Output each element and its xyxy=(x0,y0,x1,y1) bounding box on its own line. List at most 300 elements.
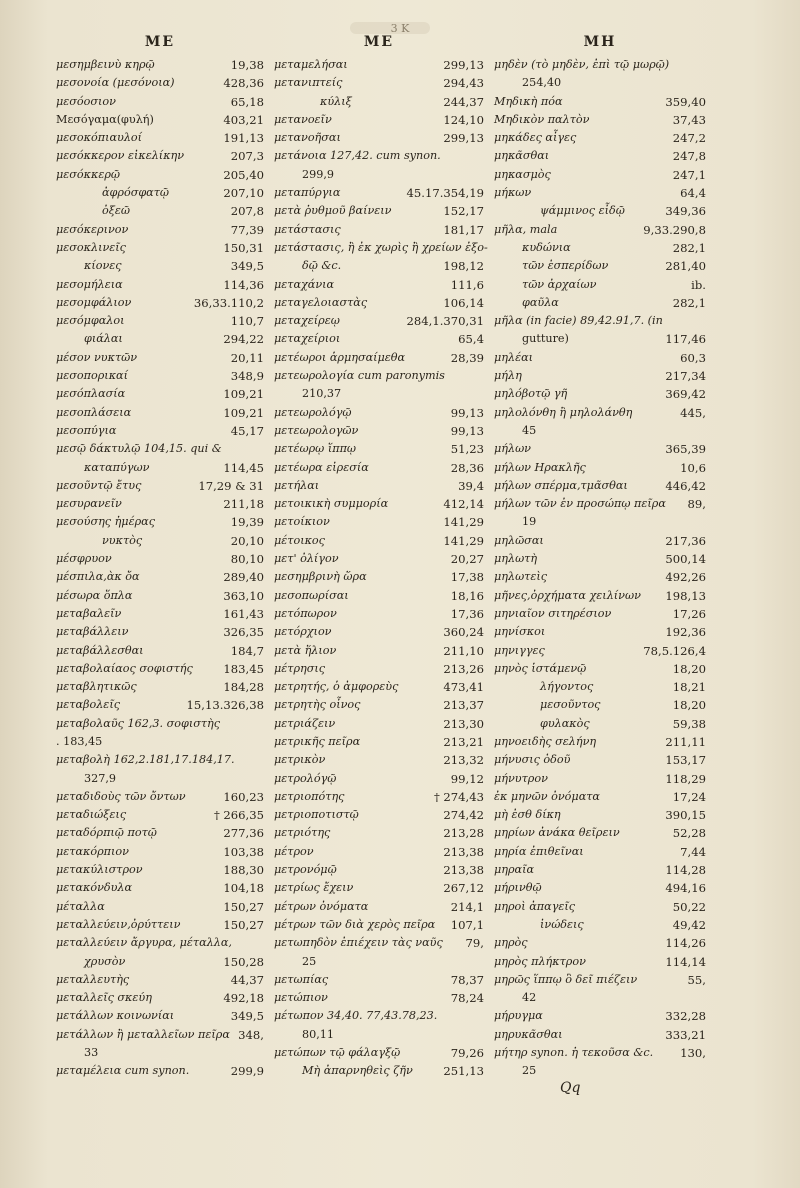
entry-term: μεταβολὴ 162,2.181,17.184,17. xyxy=(56,753,235,767)
entry-reference: 78,24 xyxy=(450,991,484,1006)
entry-term: μεσομφάλιον xyxy=(56,295,132,309)
entry-term: μηρῶς ἵππῳ ὃ δεῖ πιέζειν xyxy=(494,972,638,986)
index-entry xyxy=(56,587,264,605)
entry-reference: 207,10 xyxy=(223,186,264,201)
index-entry xyxy=(494,788,706,806)
entry-reference: 211,11 xyxy=(665,734,706,749)
index-entry xyxy=(56,184,264,202)
index-entry xyxy=(274,74,484,92)
index-entry xyxy=(494,770,706,788)
entry-reference: 428,36 xyxy=(223,76,264,91)
entry-term: 80,11 xyxy=(302,1027,335,1041)
entry-reference: 282,1 xyxy=(672,295,706,310)
entry-term: κυδώνια xyxy=(522,240,571,254)
entry-term: μεσόκκερον εἰκελίκην xyxy=(56,149,185,163)
index-entry xyxy=(494,1062,706,1080)
entry-reference: 184,28 xyxy=(223,680,264,695)
entry-term: μεταβάλλειν xyxy=(56,625,129,639)
entry-reference: 205,40 xyxy=(223,167,264,182)
index-entry xyxy=(274,843,484,861)
entry-term: μεταγελοιαστὰς xyxy=(274,295,368,309)
entry-reference: 99,13 xyxy=(450,423,484,438)
index-entry xyxy=(274,678,484,696)
entry-reference: 114,26 xyxy=(665,936,706,951)
index-entry xyxy=(56,1026,264,1044)
index-entry xyxy=(494,532,706,550)
entry-term: νυκτὸς xyxy=(102,533,143,547)
entry-term: λήγοντος xyxy=(540,680,594,694)
entry-term: Μηδικὴ πόα xyxy=(494,94,563,108)
entry-term: μεταμελήσαι xyxy=(274,58,348,71)
index-entry xyxy=(494,184,706,202)
index-entry xyxy=(56,495,264,513)
index-entry xyxy=(274,330,484,348)
entry-reference: 59,38 xyxy=(672,716,706,731)
index-entry xyxy=(274,257,484,275)
index-entry xyxy=(274,1062,484,1080)
index-entry xyxy=(274,733,484,751)
index-entry xyxy=(274,367,484,385)
index-entry xyxy=(494,495,706,513)
index-entry xyxy=(494,330,706,348)
entry-term: μετρικὸν xyxy=(274,753,326,767)
entry-term: μηραῖα xyxy=(494,863,535,877)
index-entry xyxy=(274,513,484,531)
index-entry xyxy=(494,385,706,403)
entry-list xyxy=(494,56,706,1081)
index-entry xyxy=(56,202,264,220)
entry-term: μέτρων ὀνόματα xyxy=(274,899,369,913)
catchword: Qq xyxy=(560,1080,581,1096)
index-entry xyxy=(56,843,264,861)
entry-term: μεσῷ δάκτυλῷ 104,15. qui & xyxy=(56,442,222,456)
entry-reference: 64,4 xyxy=(680,186,706,201)
index-entry xyxy=(56,642,264,660)
entry-reference: 244,37 xyxy=(443,94,484,109)
entry-term: μεταδιδοὺς τῶν ὄντων xyxy=(56,789,186,803)
entry-reference: 150,31 xyxy=(223,240,264,255)
index-entry xyxy=(56,934,264,952)
entry-term: μεσοπύγια xyxy=(56,423,117,437)
entry-reference: 349,5 xyxy=(230,1009,264,1024)
entry-term: ἀφρόσφατῷ xyxy=(102,186,170,200)
entry-term: μεσοκόπιαυλοί xyxy=(56,131,143,145)
index-entry xyxy=(274,770,484,788)
index-entry xyxy=(274,568,484,586)
entry-term: μεσοκλινεῖς xyxy=(56,240,126,254)
entry-reference: 15,13.326,38 xyxy=(186,698,264,713)
entry-term: καταπύγων xyxy=(84,460,150,474)
entry-reference: 217,36 xyxy=(665,533,706,548)
entry-term: μετέωροι ἁρμησαίμεθα xyxy=(274,350,406,364)
entry-term: τῶν ἀρχαίων xyxy=(522,277,597,291)
entry-term: μήλων xyxy=(494,442,531,456)
index-entry xyxy=(494,202,706,220)
entry-reference: 247,1 xyxy=(672,167,706,182)
entry-term: Μὴ ἀπαρνηθεὶς ζῆν xyxy=(302,1064,413,1078)
entry-term: μετανιπτείς xyxy=(274,76,343,90)
entry-term: μεταπύργια xyxy=(274,186,341,200)
index-entry xyxy=(494,349,706,367)
index-entry xyxy=(56,733,264,751)
entry-reference: 494,16 xyxy=(665,881,706,896)
entry-term: μεσούσης ἡμέρας xyxy=(56,515,155,529)
index-entry xyxy=(274,898,484,916)
index-entry xyxy=(56,953,264,971)
index-entry xyxy=(494,623,706,641)
entry-reference: 106,14 xyxy=(443,295,484,310)
index-entry xyxy=(494,953,706,971)
entry-term: μηλωτὴ xyxy=(494,552,538,566)
entry-term: μεσοῦντος xyxy=(540,698,601,712)
index-entry xyxy=(56,239,264,257)
entry-reference: 124,10 xyxy=(443,112,484,127)
index-entry xyxy=(494,257,706,275)
entry-reference: 17,24 xyxy=(672,789,706,804)
entry-term: μετανοεῖν xyxy=(274,112,332,126)
entry-reference: 359,40 xyxy=(665,94,706,109)
index-entry xyxy=(56,879,264,897)
entry-reference: 363,10 xyxy=(223,588,264,603)
index-entry xyxy=(494,1007,706,1025)
index-entry xyxy=(56,989,264,1007)
entry-term: μετόρχιον xyxy=(274,625,332,639)
entry-term: μέτρων τῶν διὰ χερὸς πεῖρα xyxy=(274,917,436,931)
entry-term: μετάλλων κοινωνίαι xyxy=(56,1009,175,1023)
entry-reference: 183,45 xyxy=(223,661,264,676)
entry-term: μετριοπότης xyxy=(274,789,345,803)
index-entry xyxy=(56,459,264,477)
entry-reference: 114,28 xyxy=(665,863,706,878)
index-entry xyxy=(56,806,264,824)
index-entry xyxy=(56,788,264,806)
entry-term: μετωπηδὸν ἐπιέχειν τὰς ναῦς xyxy=(274,936,443,950)
entry-term: μετὰ ῥυθμοῦ βαίνειν xyxy=(274,204,392,218)
index-entry xyxy=(494,989,706,1007)
entry-term: μέτρησις xyxy=(274,661,326,675)
index-entry xyxy=(56,367,264,385)
entry-term: μηλῶσαι xyxy=(494,533,544,547)
index-entry xyxy=(56,861,264,879)
entry-term: μεταχείρεῳ xyxy=(274,314,340,328)
entry-term: μεσημβρινὴ ὥρα xyxy=(274,570,367,584)
entry-term: μετρολόγῷ xyxy=(274,771,337,785)
entry-reference: 65,4 xyxy=(458,332,484,347)
index-entry xyxy=(274,166,484,184)
entry-term: μετάνοια 127,42. cum synon. xyxy=(274,149,441,163)
entry-reference: 109,21 xyxy=(223,405,264,420)
entry-term: μεταλλευτὴς xyxy=(56,972,130,986)
entry-reference: 207,3 xyxy=(230,149,264,164)
entry-reference: 141,29 xyxy=(443,533,484,548)
entry-term: δῷ &c. xyxy=(302,259,342,273)
index-entry xyxy=(56,971,264,989)
index-entry xyxy=(494,221,706,239)
index-entry xyxy=(494,74,706,92)
column-heading: ΜΗ xyxy=(583,34,617,50)
entry-reference: 18,21 xyxy=(672,680,706,695)
entry-term: μεσόκερινον xyxy=(56,222,129,236)
entry-reference: 500,14 xyxy=(665,552,706,567)
index-entry xyxy=(274,239,488,257)
index-entry xyxy=(56,696,264,714)
entry-reference: 277,36 xyxy=(223,826,264,841)
entry-reference: 188,30 xyxy=(223,863,264,878)
entry-term: μετρητὴς οἶνος xyxy=(274,698,361,712)
entry-term: 45 xyxy=(522,423,537,437)
entry-reference: 247,8 xyxy=(672,149,706,164)
index-entry xyxy=(56,1044,264,1062)
index-entry xyxy=(494,587,706,605)
entry-reference: 251,13 xyxy=(443,1064,484,1079)
entry-reference: 213,38 xyxy=(443,844,484,859)
index-entry xyxy=(274,806,484,824)
entry-term: Μηδικὸν παλτὸν xyxy=(494,112,590,126)
entry-term: ἐκ μηνῶν ὀνόματα xyxy=(494,789,600,803)
entry-reference: 45.17.354,19 xyxy=(406,186,484,201)
entry-term: Μεσόγαμα(φυλή) xyxy=(56,112,154,126)
index-entry xyxy=(494,898,706,916)
entry-reference: 348,9 xyxy=(230,369,264,384)
index-entry xyxy=(56,1007,264,1025)
entry-term: μεταμέλεια cum synon. xyxy=(56,1064,190,1078)
entry-reference: 160,23 xyxy=(223,789,264,804)
entry-reference: 198,13 xyxy=(665,588,706,603)
entry-term: μηλολόνθη ἢ μηλολάνθη xyxy=(494,405,633,419)
entry-reference: 28,39 xyxy=(450,350,484,365)
entry-term: μέτρον xyxy=(274,844,314,858)
index-entry xyxy=(494,459,706,477)
index-entry xyxy=(494,147,706,165)
entry-reference: 332,28 xyxy=(665,1009,706,1024)
index-entry xyxy=(494,477,706,495)
entry-term: μετεωρολογῶν xyxy=(274,423,359,437)
entry-reference: 333,21 xyxy=(665,1027,706,1042)
entry-reference: 17,36 xyxy=(450,606,484,621)
entry-reference: 294,43 xyxy=(443,76,484,91)
index-entry xyxy=(494,733,706,751)
entry-list xyxy=(56,56,264,1081)
entry-term: 42 xyxy=(522,991,537,1005)
entry-term: μετρικῆς πεῖρα xyxy=(274,734,361,748)
index-entry xyxy=(56,385,264,403)
entry-term: μηρὸς xyxy=(494,936,528,950)
entry-term: μηρὸς πλήκτρον xyxy=(494,954,586,968)
entry-reference: 45,17 xyxy=(230,423,264,438)
index-entry xyxy=(274,459,484,477)
entry-term: ἰνώδεις xyxy=(540,917,584,931)
entry-reference: 20,10 xyxy=(230,533,264,548)
entry-reference: 299,9 xyxy=(230,1064,264,1079)
entry-term: μεταχάνια xyxy=(274,277,335,291)
entry-term: μέτοικος xyxy=(274,533,325,547)
entry-reference: 412,14 xyxy=(443,497,484,512)
entry-reference: 446,42 xyxy=(665,478,706,493)
entry-term: μεταλλεύειν ἄργυρα, μέταλλα, xyxy=(56,936,232,950)
entry-reference: 99,12 xyxy=(450,771,484,786)
entry-term: μετριοποτιστῷ xyxy=(274,808,359,822)
entry-term: μήλων Ηρακλῆς xyxy=(494,460,586,474)
entry-term: μεσόπλασία xyxy=(56,387,126,401)
entry-term: φαῦλα xyxy=(522,295,559,309)
index-entry xyxy=(56,147,264,165)
index-entry xyxy=(274,184,484,202)
entry-reference: 9,33.290,8 xyxy=(643,222,706,237)
index-entry xyxy=(56,56,264,74)
entry-reference: † 274,43 xyxy=(433,789,484,804)
entry-term: κίονες xyxy=(84,259,122,273)
entry-term: μεταβολεῖς xyxy=(56,698,120,712)
entry-term: μετακόνδυλα xyxy=(56,881,133,895)
entry-term: μεταχείριοι xyxy=(274,332,341,346)
index-entry xyxy=(494,751,706,769)
entry-reference: 10,6 xyxy=(680,460,706,475)
entry-reference: 213,32 xyxy=(443,753,484,768)
entry-reference: 19,38 xyxy=(230,58,264,72)
entry-term: μηνὸς ἱστάμενῷ xyxy=(494,661,587,675)
index-entry xyxy=(494,806,706,824)
entry-term: μετέωρα εἰρεσία xyxy=(274,460,369,474)
entry-reference: † 266,35 xyxy=(213,808,264,823)
index-entry xyxy=(494,916,706,934)
entry-reference: 267,12 xyxy=(443,881,484,896)
entry-reference: 130, xyxy=(680,1046,706,1061)
entry-reference: 192,36 xyxy=(665,625,706,640)
entry-term: μῆνες,ὀρχήματα χειλίνων xyxy=(494,588,641,602)
index-entry xyxy=(274,385,484,403)
entry-term: μεσυρανεῖν xyxy=(56,497,122,511)
entry-reference: 19,39 xyxy=(230,515,264,530)
entry-reference: 214,1 xyxy=(450,899,484,914)
entry-term: μῆλα (in facie) 89,42.91,7. (in xyxy=(494,314,663,328)
entry-term: μεσόμφαλοι xyxy=(56,314,125,328)
entry-reference: 191,13 xyxy=(223,131,264,146)
entry-term: μεταδόρπιῷ ποτῷ xyxy=(56,826,157,840)
entry-reference: 110,7 xyxy=(230,314,264,329)
entry-term: μήνυτρον xyxy=(494,771,548,785)
entry-term: μεταβολαῦς 162,3. σοφιστὴς xyxy=(56,716,221,730)
entry-reference: 55, xyxy=(687,972,706,987)
entry-term: μεσομήλεια xyxy=(56,277,123,291)
index-entry xyxy=(56,715,264,733)
entry-term: μήτηρ synon. ἡ τεκοῦσα &c. xyxy=(494,1046,654,1060)
entry-reference: 17,38 xyxy=(450,570,484,585)
index-entry xyxy=(494,404,706,422)
entry-term: μετόπωρον xyxy=(274,606,337,620)
entry-term: μηκᾶσθαι xyxy=(494,149,550,163)
entry-reference: 213,38 xyxy=(443,863,484,878)
entry-term: μήρυγμα xyxy=(494,1009,543,1023)
index-entry xyxy=(56,330,264,348)
index-entry xyxy=(274,660,484,678)
index-entry xyxy=(274,129,484,147)
index-entry xyxy=(494,239,706,257)
entry-term: μέσον νυκτῶν xyxy=(56,350,138,364)
entry-term: μέταλλα xyxy=(56,899,105,913)
index-entry xyxy=(56,605,264,623)
index-column-1 xyxy=(56,34,264,1144)
index-entry xyxy=(494,971,706,989)
entry-reference: 289,40 xyxy=(223,570,264,585)
entry-reference: 78,37 xyxy=(450,972,484,987)
entry-term: μετάστασις, ἢ ἐκ χωρὶς ἢ χρείων ἐξο- xyxy=(274,240,488,254)
entry-term: μεταδιώξεις xyxy=(56,808,127,822)
entry-term: μεσημβεινὺ κηρῷ xyxy=(56,58,155,71)
index-entry xyxy=(494,696,706,714)
entry-reference: 217,34 xyxy=(665,369,706,384)
index-entry xyxy=(274,861,484,879)
index-entry xyxy=(274,93,484,111)
entry-reference: 65,18 xyxy=(230,94,264,109)
entry-reference: 213,30 xyxy=(443,716,484,731)
index-entry xyxy=(274,971,484,989)
entry-term: μὴ ἐσθ δίκη xyxy=(494,808,561,822)
index-entry xyxy=(56,257,264,275)
entry-reference: 326,35 xyxy=(223,625,264,640)
entry-reference: 104,18 xyxy=(223,881,264,896)
index-entry xyxy=(56,824,264,842)
index-entry xyxy=(56,550,264,568)
index-entry xyxy=(56,916,264,934)
entry-reference: 349,36 xyxy=(665,204,706,219)
entry-reference: 492,26 xyxy=(665,570,706,585)
entry-term: μήκων xyxy=(494,186,532,200)
entry-term: μεσοῦντῷ ἔτυς xyxy=(56,478,142,492)
entry-term: μέσπιλα,ὰκ ὄα xyxy=(56,570,140,584)
entry-reference: 184,7 xyxy=(230,643,264,658)
entry-reference: 141,29 xyxy=(443,515,484,530)
entry-reference: 299,13 xyxy=(443,58,484,72)
entry-term: μετανοῆσαι xyxy=(274,131,341,145)
entry-term: μεταβαλεῖν xyxy=(56,606,122,620)
index-entry xyxy=(494,513,706,531)
index-entry xyxy=(494,824,706,842)
entry-reference: 299,13 xyxy=(443,131,484,146)
entry-reference: 213,28 xyxy=(443,826,484,841)
index-entry xyxy=(274,934,484,952)
entry-reference: 50,22 xyxy=(672,899,706,914)
entry-reference: 390,15 xyxy=(665,808,706,823)
entry-reference: 369,42 xyxy=(665,387,706,402)
entry-term: μετώπων τῷ φάλαγξῷ xyxy=(274,1046,401,1060)
entry-term: μετὰ ἥλιον xyxy=(274,643,337,657)
index-entry xyxy=(56,276,264,294)
entry-reference: 274,42 xyxy=(443,808,484,823)
index-entry xyxy=(274,202,484,220)
entry-term: 299,9 xyxy=(302,167,335,181)
entry-term: μετάστασις xyxy=(274,222,341,236)
index-entry xyxy=(274,550,484,568)
index-entry xyxy=(274,696,484,714)
entry-term: φιάλαι xyxy=(84,332,123,346)
entry-term: μετεωρολογία cum paronymis xyxy=(274,369,445,383)
entry-reference: 60,3 xyxy=(680,350,706,365)
entry-reference: 20,27 xyxy=(450,552,484,567)
entry-term: gutture) xyxy=(522,332,569,346)
entry-term: μήλη xyxy=(494,369,522,383)
index-entry xyxy=(56,349,264,367)
index-entry xyxy=(56,422,264,440)
index-entry xyxy=(274,111,484,129)
entry-reference: 114,36 xyxy=(223,277,264,292)
index-entry xyxy=(494,1044,706,1062)
index-entry xyxy=(274,879,484,897)
index-entry xyxy=(274,56,484,74)
entry-term: μηλέαι xyxy=(494,350,534,364)
entry-reference: 114,14 xyxy=(665,954,706,969)
index-entry xyxy=(56,1062,264,1080)
entry-reference: 111,6 xyxy=(450,277,484,292)
